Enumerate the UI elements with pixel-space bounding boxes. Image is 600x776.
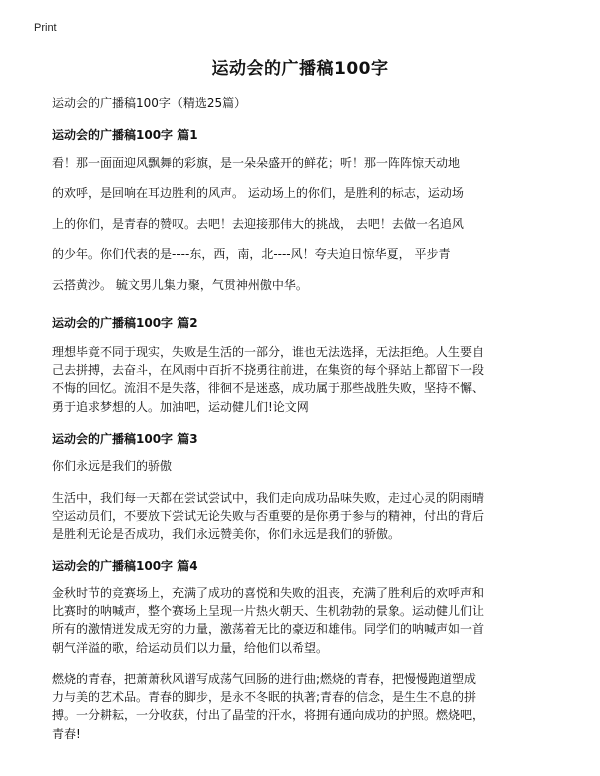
section-3-paragraph-1: [52, 457, 548, 475]
text-line: 理想毕竟不同于现实，失败是生活的一部分，谁也无法选择，无法拒绝。人生要自: [52, 345, 485, 359]
section-heading-3: 运动会的广播稿100字 篇3: [52, 432, 198, 446]
text-line: 勇于追求梦想的人。加油吧，运动健儿们!论文网: [52, 399, 309, 414]
section-2-paragraph-1: [52, 343, 548, 416]
section-4-paragraph-1: [52, 584, 548, 657]
document-subtitle: 运动会的广播稿100字（精选25篇）: [52, 96, 247, 110]
text-line: 比赛时的呐喊声，整个赛场上呈现一片热火朝天、生机勃勃的景象。运动健儿们让: [52, 604, 485, 619]
text-line: 所有的激情迸发成无穷的力量，激荡着无比的豪迈和雄伟。同学们的呐喊声如一首: [52, 622, 485, 637]
page-title: 运动会的广播稿100字: [211, 59, 389, 79]
text-line: 的欢呼，是回响在耳边胜利的风声。 运动场上的你们，是胜利的标志，运动场: [52, 186, 464, 201]
section-3-paragraph-2: [52, 489, 548, 544]
text-line: 朝气洋溢的歌，给运动员们以力量，给他们以希望。: [52, 640, 329, 655]
text-line: 看！那一面面迎风飘舞的彩旗，是一朵朵盛开的鲜花；听！那一阵阵惊天动地: [52, 156, 461, 170]
section-heading-1: 运动会的广播稿100字 篇1: [52, 128, 198, 142]
text-line: 力与美的艺术品。青春的脚步，是永不冬眠的执著;青春的信念，是生生不息的拼: [52, 690, 477, 705]
text-line: 你们永远是我们的骄傲: [52, 459, 173, 473]
section-heading-4: 运动会的广播稿100字 篇4: [52, 559, 198, 573]
text-line: 搏。一分耕耘，一分收获，付出了晶莹的汗水，将拥有通向成功的护照。燃烧吧，: [52, 708, 485, 723]
text-line: 空运动员们，不要放下尝试无论失败与否重要的是你勇于参与的精神，付出的背后: [52, 509, 485, 524]
print-label: Print: [34, 22, 57, 34]
text-line: 金秋时节的竞赛场上，充满了成功的喜悦和失败的沮丧，充满了胜利后的欢呼声和: [52, 586, 485, 600]
section-heading-2: 运动会的广播稿100字 篇2: [52, 316, 198, 330]
text-line: 青春!: [52, 726, 81, 741]
text-line: 燃烧的青春，把萧萧秋风谱写成荡气回肠的进行曲;燃烧的青春，把慢慢跑道塑成: [52, 672, 477, 686]
text-line: 不悔的回忆。流泪不是失落，徘徊不是迷惑，成功属于那些战胜失败，坚持不懈、: [52, 381, 485, 396]
text-line: 生活中，我们每一天都在尝试尝试中，我们走向成功品味失败，走过心灵的阴雨晴: [52, 491, 485, 505]
section-1-paragraph-1: [52, 148, 548, 300]
text-line: 云搭黄沙。 毓文男儿集力聚，气贯神州傲中华。: [52, 277, 308, 292]
text-line: 己去拼搏，去奋斗，在风雨中百折不挠勇往前进，在集资的每个驿站上都留下一段: [52, 363, 485, 378]
text-line: 上的你们，是青春的赞叹。去吧！去迎接那伟大的挑战， 去吧！去做一名追风: [52, 216, 464, 231]
text-line: 是胜利无论是否成功，我们永远赞美你，你们永远是我们的骄傲。: [52, 527, 401, 542]
text-line: 的少年。你们代表的是----东，西，南，北----风！夸夫迫日惊华夏， 平步青: [52, 247, 451, 262]
section-4-paragraph-2: [52, 670, 548, 743]
